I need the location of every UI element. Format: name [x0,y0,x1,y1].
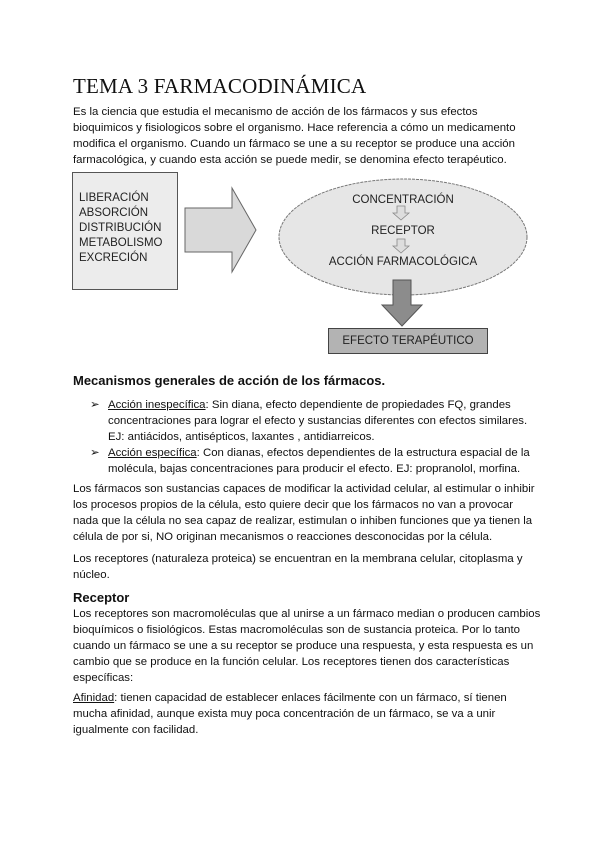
bullet-arrow-icon: ➢ [90,399,100,411]
box-item: EXCRECIÓN [79,252,148,264]
text-line: Los fármacos son sustancias capaces de modificar la actividad celular, al estimular o inhibir [73,483,535,495]
text-line: modifica el organismo. Cuando un fármaco se une a su receptor se produce una acción [73,138,515,150]
receptor-heading: Receptor [73,590,130,605]
mechanisms-heading: Mecanismos generales de acción de los fármacos. [73,373,386,388]
text-line: célula de por si, NO originan mecanismos o reacciones desconocidas por la célula. [73,531,493,543]
list-item [90,397,530,445]
ellipse-step: ACCIÓN FARMACOLÓGICA [328,256,478,268]
text-line: Los receptores (naturaleza proteica) se encuentran en la membrana celular, citoplasma y [73,553,523,565]
mechanisms-list [90,397,530,477]
right-arrow-icon [185,188,256,272]
text-line: cambio que se produce en la función celular. Los receptores tienen dos características [73,656,510,668]
box-item: ABSORCIÓN [79,207,149,219]
text-line: cuando un fármaco se une a su receptor se produce una respuesta, y esta respuesta es un [73,640,534,652]
text-line: bioquimicos y fisiologicos sobre el organismo. Hace referencia a cómo un medicamento [73,122,516,134]
text-line: concentraciones para lograr el efecto y sustancias diferentes con efectos similares. [108,415,528,427]
text-line: específicas: [73,672,134,684]
list-item [90,445,530,477]
text-line: mucha afinidad, aunque exista muy poca concentración de un fármaco, se va a unir [73,708,496,720]
text-line: Es la ciencia que estudia el mecanismo de acción de los fármacos y sus efectos [73,106,478,118]
text-line: igualmente con facilidad. [73,724,199,736]
therapeutic-effect-box: EFECTO TERAPÉUTICO [328,328,488,354]
box-item: DISTRIBUCIÓN [79,222,162,234]
text-line: bioquímicos o fisiológicos. Estas macromoléculas son de sustancia proteica. Por lo tanto [73,624,520,636]
ellipse-step: RECEPTOR [371,225,435,237]
text: : tienen capacidad de establecer enlaces fácilmente con un fármaco, sí tienen [114,692,507,704]
drugs-paragraph [73,481,535,545]
receptors-location-paragraph [73,551,523,583]
text-line: molécula, bajas concentraciones para producir el efecto. EJ: propranolol, morfina. [108,463,521,475]
bullet-arrow-icon: ➢ [90,447,100,459]
text-line: Los receptores son macromoléculas que al unirse a un fármaco median o producen cambios [73,608,541,620]
text-line: farmacológica, y cuando esta acción se puede medir, se denomina efecto terapéutico. [73,154,507,166]
term: Acción específica [108,447,197,459]
receptor-paragraph [73,606,540,686]
text: : Con dianas, efectos dependientes de la estructura espacial de la [196,447,530,459]
page-title: TEMA 3 FARMACODINÁMICA [73,74,367,98]
box-item: METABOLISMO [79,237,163,249]
text-line: los procesos propios de la célula, esto quiere decir que los fármacos no van a provocar [73,499,514,511]
affinity-paragraph [73,690,507,738]
text-line: EJ: antiácidos, antisépticos, laxantes , antidiarreicos. [108,431,375,443]
text-line: nada que la célula no sea capaz de realizar, estimulan o inhiben funciones que ya tienen la [73,515,533,527]
term: Afinidad [73,692,115,704]
box-item: LIBERACIÓN [79,192,149,204]
text-line: núcleo. [73,569,110,581]
term: Acción inespecífica [108,399,206,411]
ellipse-step: CONCENTRACIÓN [352,194,454,206]
ellipse-content [278,178,528,296]
text: : Sin diana, efecto dependiente de propiedades FQ, grandes [205,399,511,411]
